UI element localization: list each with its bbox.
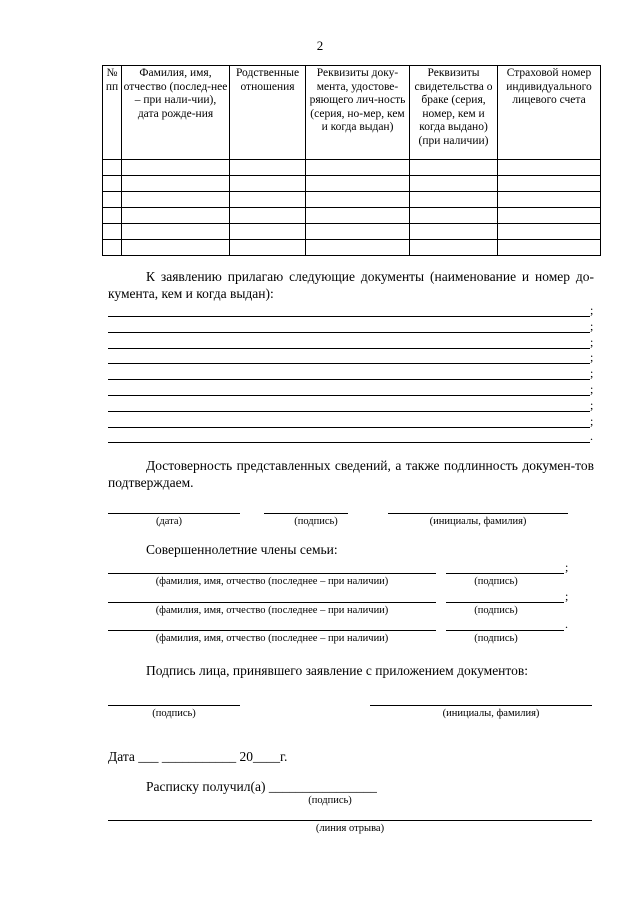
attachment-line[interactable] bbox=[108, 363, 590, 364]
table-cell[interactable] bbox=[230, 176, 306, 192]
table-cell[interactable] bbox=[230, 224, 306, 240]
family-members-table bbox=[102, 65, 601, 256]
attachment-line[interactable] bbox=[108, 411, 590, 412]
table-cell[interactable] bbox=[498, 192, 601, 208]
page-number: 2 bbox=[316, 38, 324, 53]
receiver-signature-heading: Подпись лица, принявшего заявление с приложением документов: bbox=[146, 663, 529, 678]
line-end-mark: ; bbox=[590, 413, 594, 428]
col-fio-header: Фамилия, имя, отчество (послед-нее – при нали-чии), дата рожде-ния bbox=[122, 66, 230, 160]
table-cell[interactable] bbox=[230, 240, 306, 256]
table-cell[interactable] bbox=[498, 176, 601, 192]
attachment-line[interactable] bbox=[108, 442, 590, 443]
line-end-mark: ; bbox=[590, 382, 594, 396]
adult-signature-caption: (подпись) bbox=[474, 633, 518, 644]
attachments-paragraph: К заявлению прилагаю следующие документы (наименование и номер до-кумента, кем и когда выдан): bbox=[108, 269, 594, 301]
adult-fio-caption: (фамилия, имя, отчество (последнее – при наличии) bbox=[155, 605, 389, 616]
attachment-line[interactable] bbox=[108, 332, 590, 333]
table-cell[interactable] bbox=[230, 192, 306, 208]
line-end-mark: ; bbox=[590, 397, 594, 412]
table-cell[interactable] bbox=[122, 208, 230, 224]
table-cell[interactable] bbox=[122, 176, 230, 192]
month-blank[interactable]: ___________ bbox=[161, 749, 237, 764]
table-row bbox=[103, 208, 601, 224]
attachment-line[interactable] bbox=[108, 379, 590, 380]
adult-signature-line[interactable] bbox=[446, 630, 564, 631]
attachment-line[interactable] bbox=[108, 316, 590, 317]
table-row bbox=[103, 176, 601, 192]
tear-line bbox=[108, 820, 592, 821]
table-cell[interactable] bbox=[306, 224, 410, 240]
line-end-mark: ; bbox=[590, 334, 594, 349]
signature-line[interactable] bbox=[264, 513, 348, 514]
year-suffix: г. bbox=[280, 749, 288, 764]
table-cell[interactable] bbox=[103, 208, 122, 224]
receipt-signature-caption: (подпись) bbox=[308, 795, 352, 806]
table-row bbox=[103, 224, 601, 240]
row-end-mark: ; bbox=[565, 560, 569, 574]
col-relation-header: Родственные отношения bbox=[230, 66, 306, 160]
table-cell[interactable] bbox=[230, 160, 306, 176]
attachment-line[interactable] bbox=[108, 427, 590, 428]
table-row bbox=[103, 160, 601, 176]
adult-signature-line[interactable] bbox=[446, 573, 564, 574]
table-row bbox=[103, 240, 601, 256]
table-cell[interactable] bbox=[410, 240, 498, 256]
adult-fio-line[interactable] bbox=[108, 630, 436, 631]
table-cell[interactable] bbox=[230, 208, 306, 224]
date-line[interactable] bbox=[108, 513, 240, 514]
signature-caption: (подпись) bbox=[294, 516, 338, 527]
table-cell[interactable] bbox=[122, 224, 230, 240]
table-cell[interactable] bbox=[306, 192, 410, 208]
table-cell[interactable] bbox=[498, 224, 601, 240]
date-field[interactable] bbox=[108, 749, 287, 765]
receipt-field[interactable] bbox=[146, 779, 377, 795]
table-header-row bbox=[103, 66, 601, 160]
receipt-label: Расписку получил(а) bbox=[146, 779, 266, 794]
table-cell[interactable] bbox=[306, 160, 410, 176]
line-end-mark: ; bbox=[590, 366, 594, 381]
adult-fio-line[interactable] bbox=[108, 602, 436, 603]
adult-members-heading: Совершеннолетние члены семьи: bbox=[146, 542, 338, 557]
table-cell[interactable] bbox=[498, 208, 601, 224]
adult-signature-line[interactable] bbox=[446, 602, 564, 603]
attachment-line[interactable] bbox=[108, 395, 590, 396]
receiver-signature-line[interactable] bbox=[108, 705, 240, 706]
receipt-signature-blank[interactable]: ________________ bbox=[268, 779, 377, 794]
adult-signature-caption: (подпись) bbox=[474, 576, 518, 587]
table-cell[interactable] bbox=[103, 240, 122, 256]
date-label: Дата bbox=[108, 749, 135, 764]
col-id-document-header: Реквизиты доку-мента, удостове-ряющего лич-ность (серия, но-мер, кем и когда выдан) bbox=[306, 66, 410, 160]
table-cell[interactable] bbox=[306, 208, 410, 224]
year-prefix: 20 bbox=[239, 749, 254, 764]
col-marriage-cert-header: Реквизиты свидетельства о браке (серия, номер, кем и когда выдано) (при наличии) bbox=[410, 66, 498, 160]
receiver-signature-caption: (подпись) bbox=[152, 708, 196, 719]
table-cell[interactable] bbox=[498, 160, 601, 176]
initials-caption: (инициалы, фамилия) bbox=[429, 516, 527, 527]
table-cell[interactable] bbox=[103, 192, 122, 208]
date-caption: (дата) bbox=[155, 516, 183, 527]
table-cell[interactable] bbox=[103, 224, 122, 240]
table-cell[interactable] bbox=[122, 240, 230, 256]
line-end-mark: ; bbox=[590, 318, 594, 333]
adult-fio-caption: (фамилия, имя, отчество (последнее – при наличии) bbox=[155, 576, 389, 587]
table-cell[interactable] bbox=[306, 176, 410, 192]
table-cell[interactable] bbox=[410, 224, 498, 240]
col-snils-header: Страховой номер индивидуального лицевого счета bbox=[498, 66, 601, 160]
adult-fio-caption: (фамилия, имя, отчество (последнее – при наличии) bbox=[155, 633, 389, 644]
receiver-initials-caption: (инициалы, фамилия) bbox=[442, 708, 540, 719]
row-end-mark: . bbox=[565, 617, 568, 631]
day-blank[interactable]: ___ bbox=[138, 749, 159, 764]
table-cell[interactable] bbox=[122, 192, 230, 208]
table-cell[interactable] bbox=[122, 160, 230, 176]
table-cell[interactable] bbox=[410, 208, 498, 224]
adult-signature-caption: (подпись) bbox=[474, 605, 518, 616]
table-cell[interactable] bbox=[410, 160, 498, 176]
table-cell[interactable] bbox=[103, 160, 122, 176]
initials-line[interactable] bbox=[388, 513, 568, 514]
line-end-mark: ; bbox=[590, 303, 594, 317]
row-end-mark: ; bbox=[565, 589, 569, 603]
line-end-mark: ; bbox=[590, 350, 594, 365]
adult-fio-line[interactable] bbox=[108, 573, 436, 574]
table-cell[interactable] bbox=[103, 176, 122, 192]
table-cell[interactable] bbox=[410, 176, 498, 192]
table-cell[interactable] bbox=[410, 192, 498, 208]
attachment-line[interactable] bbox=[108, 348, 590, 349]
confirmation-paragraph: Достоверность представленных сведений, а также подлинность докумен-тов подтверждаем. bbox=[108, 458, 594, 490]
col-number-header: № пп bbox=[103, 66, 122, 160]
year-blank[interactable]: ____ bbox=[253, 749, 281, 764]
table-cell[interactable] bbox=[306, 240, 410, 256]
receiver-initials-line[interactable] bbox=[370, 705, 592, 706]
table-cell[interactable] bbox=[498, 240, 601, 256]
line-end-mark: . bbox=[590, 429, 593, 444]
table-row bbox=[103, 192, 601, 208]
tear-line-caption: (линия отрыва) bbox=[315, 823, 385, 834]
